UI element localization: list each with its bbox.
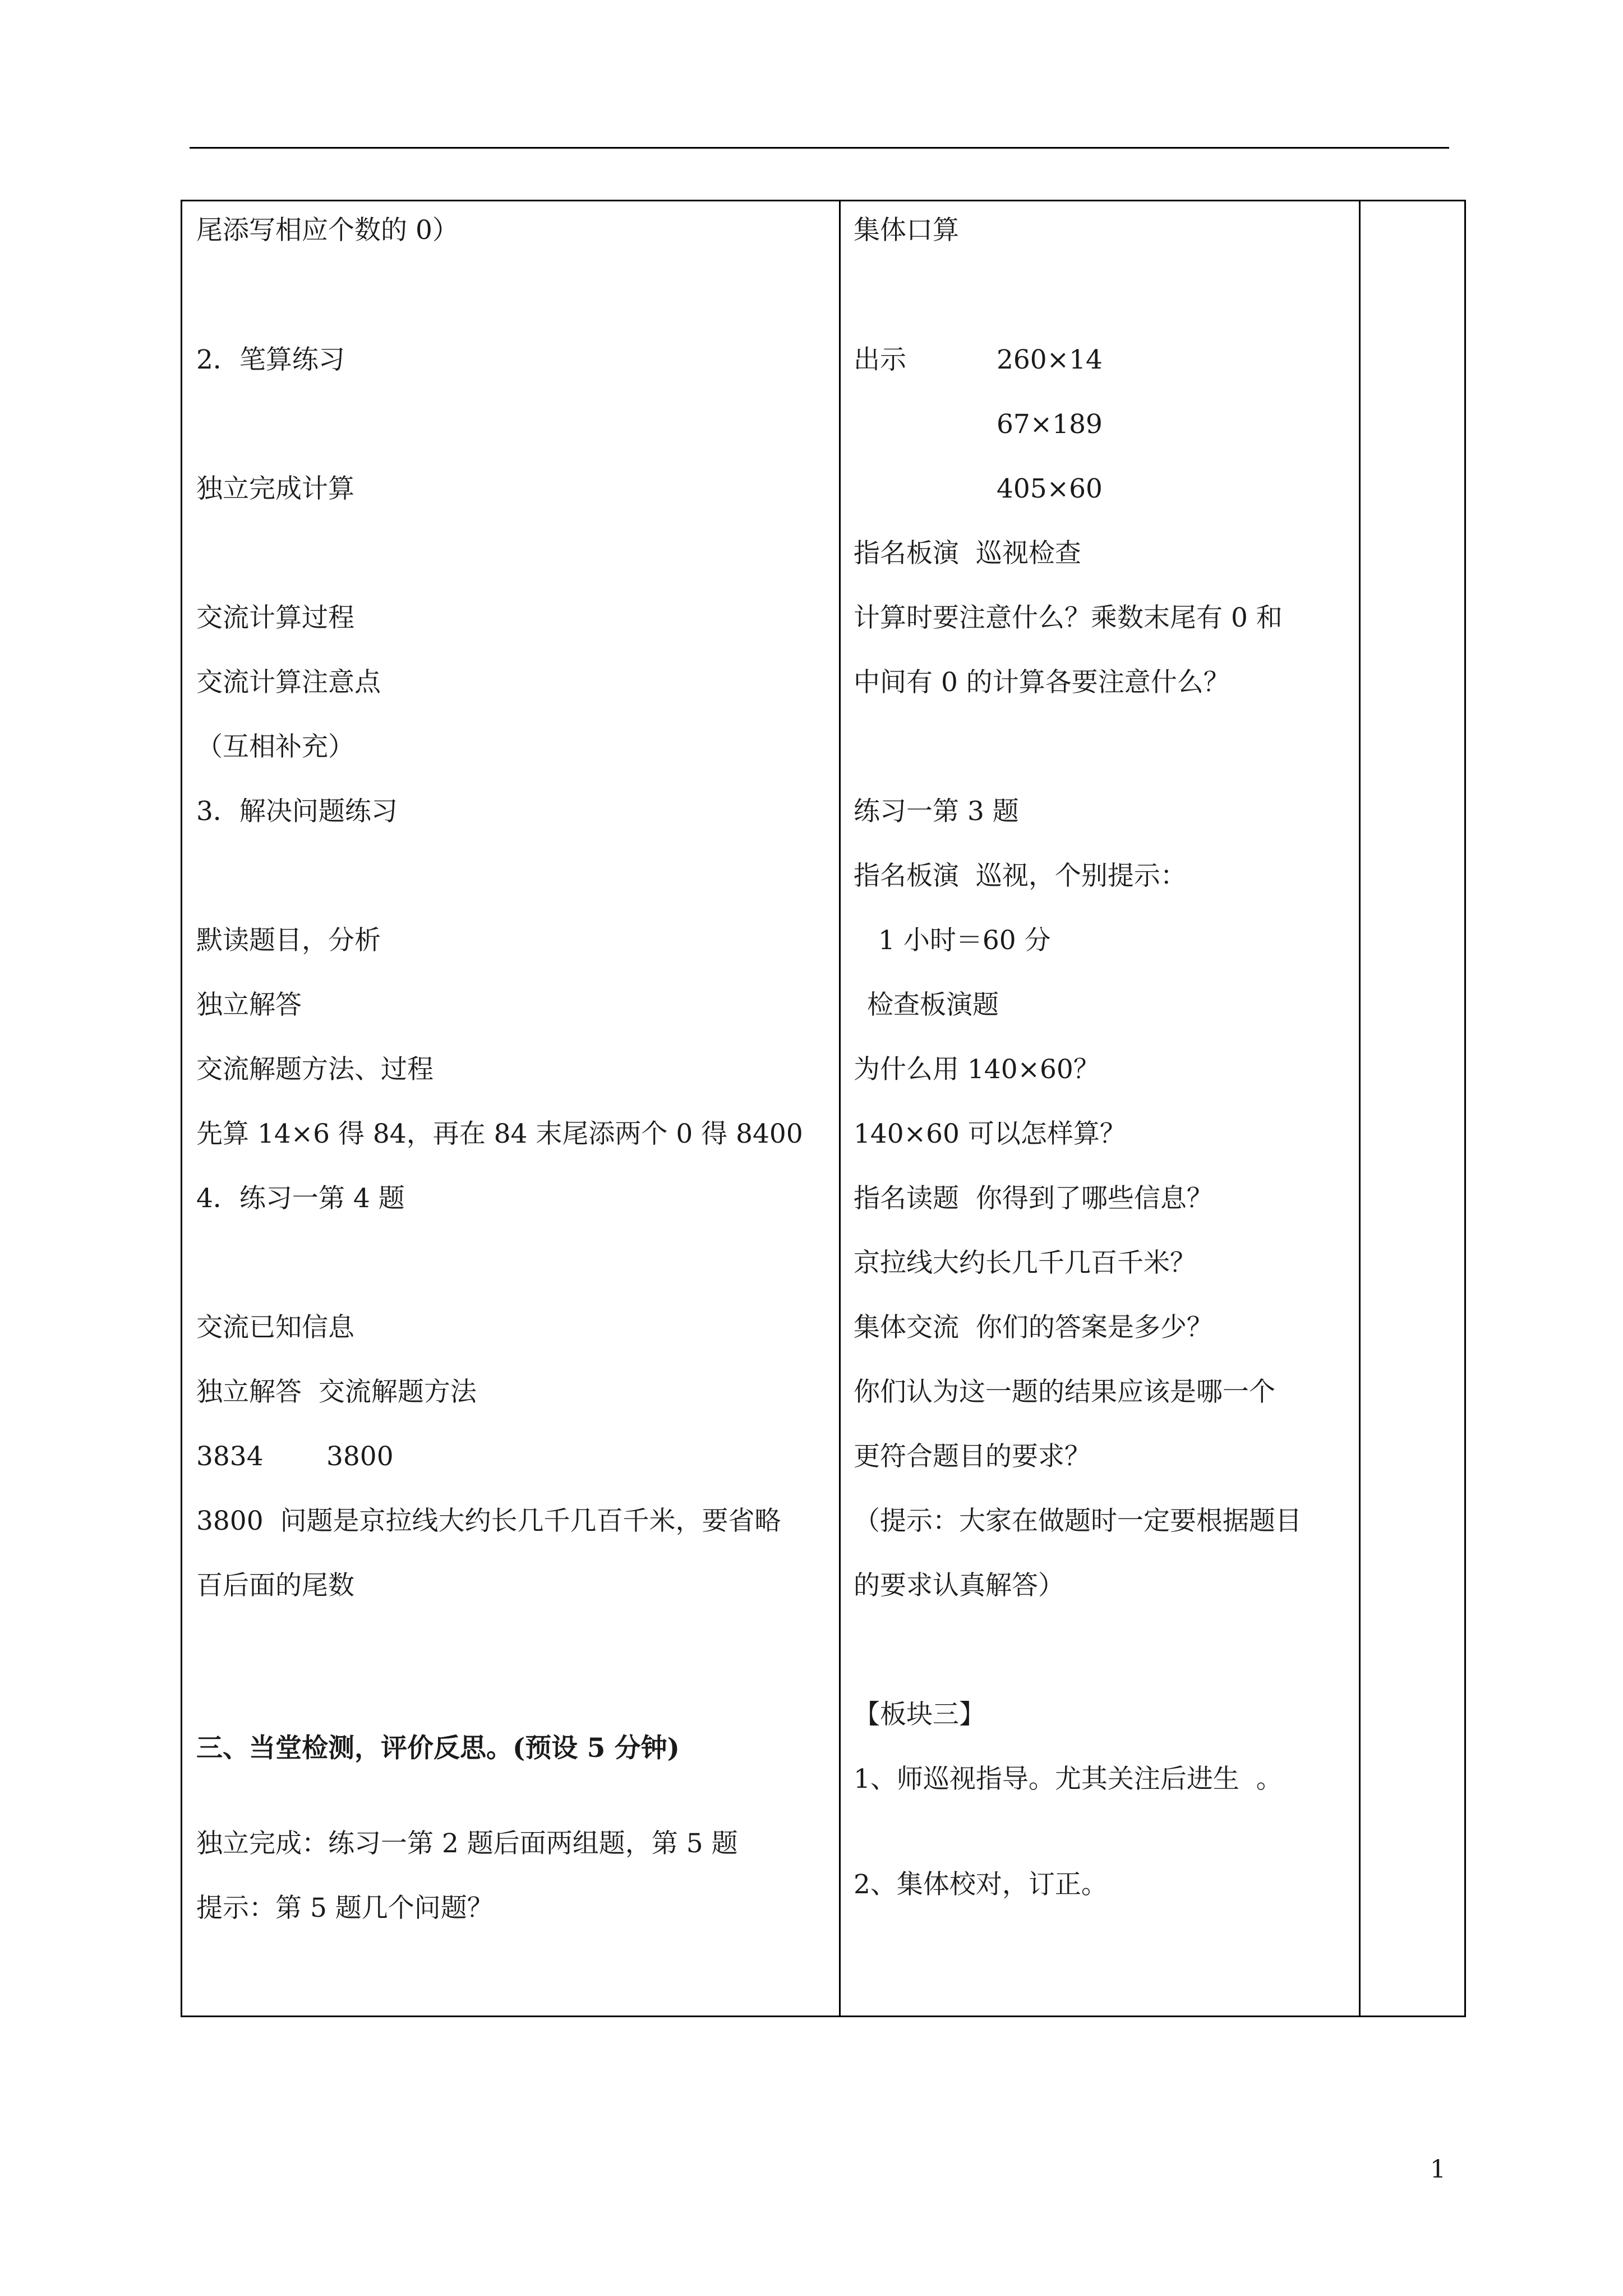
left-line: 交流计算注意点	[196, 667, 381, 698]
left-line: 百后面的尾数	[196, 1570, 354, 1601]
right-line: 更符合题目的要求？	[854, 1441, 1091, 1472]
right-line: 405×60	[997, 473, 1103, 504]
header-rule	[190, 147, 1449, 149]
right-line: 2、集体校对，订正。	[854, 1869, 1108, 1900]
right-line: 计算时要注意什么？乘数末尾有 0 和	[854, 602, 1283, 633]
left-line: 2．笔算练习	[196, 344, 345, 375]
left-line: 独立解答	[196, 990, 302, 1020]
left-line: 独立完成：练习一第 2 题后面两组题，第 5 题	[196, 1828, 738, 1859]
block-heading: 【板块三】	[854, 1699, 985, 1730]
left-line: 3800 问题是京拉线大约长几千几百千米，要省略	[196, 1506, 781, 1536]
right-line: 指名读题 你得到了哪些信息？	[854, 1183, 1213, 1214]
left-line: 交流解题方法、过程	[196, 1054, 434, 1085]
right-line: 指名板演 巡视检查	[854, 538, 1081, 569]
column-divider-1	[839, 201, 841, 2016]
left-line: （互相补充）	[196, 731, 354, 762]
left-line: 3．解决问题练习	[196, 796, 398, 827]
right-line: 260×14	[997, 344, 1103, 375]
left-line: 提示：第 5 题几个问题？	[196, 1893, 494, 1924]
left-line: 先算 14×6 得 84，再在 84 末尾添两个 0 得 8400	[196, 1119, 803, 1149]
left-line: 交流计算过程	[196, 602, 354, 633]
left-line: 独立解答 交流解题方法	[196, 1377, 477, 1407]
left-line: 默读题目，分析	[196, 925, 381, 956]
right-line: 出示	[854, 344, 906, 375]
right-line: 1 小时＝60 分	[878, 925, 1051, 956]
right-line: 67×189	[997, 409, 1103, 440]
right-line: 的要求认真解答）	[854, 1570, 1064, 1601]
left-line: 尾添写相应个数的 0）	[196, 215, 459, 246]
left-line: 3800	[326, 1441, 394, 1472]
right-line: 为什么用 140×60？	[854, 1054, 1100, 1085]
right-line: 检查板演题	[867, 990, 999, 1020]
left-line: 4．练习一第 4 题	[196, 1183, 405, 1214]
right-line: 140×60 可以怎样算？	[854, 1119, 1126, 1149]
section-heading: 三、当堂检测，评价反思。(预设 5 分钟)	[196, 1733, 680, 1764]
right-line: 京拉线大约长几千几百千米？	[854, 1248, 1196, 1278]
column-divider-2	[1359, 201, 1361, 2016]
right-line: 集体交流 你们的答案是多少？	[854, 1312, 1213, 1343]
page-number: 1	[1430, 2155, 1446, 2184]
right-line: 练习一第 3 题	[854, 796, 1019, 827]
right-line: 1、师巡视指导。尤其关注后进生 。	[854, 1764, 1283, 1795]
left-line: 交流已知信息	[196, 1312, 354, 1343]
right-line: （提示：大家在做题时一定要根据题目	[854, 1506, 1302, 1536]
right-line: 集体口算	[854, 215, 959, 246]
right-line: 你们认为这一题的结果应该是哪一个	[854, 1377, 1275, 1407]
right-line: 中间有 0 的计算各要注意什么？	[854, 667, 1230, 698]
left-line: 独立完成计算	[196, 473, 354, 504]
right-line: 指名板演 巡视，个别提示：	[854, 861, 1187, 891]
left-line: 3834	[196, 1441, 264, 1472]
